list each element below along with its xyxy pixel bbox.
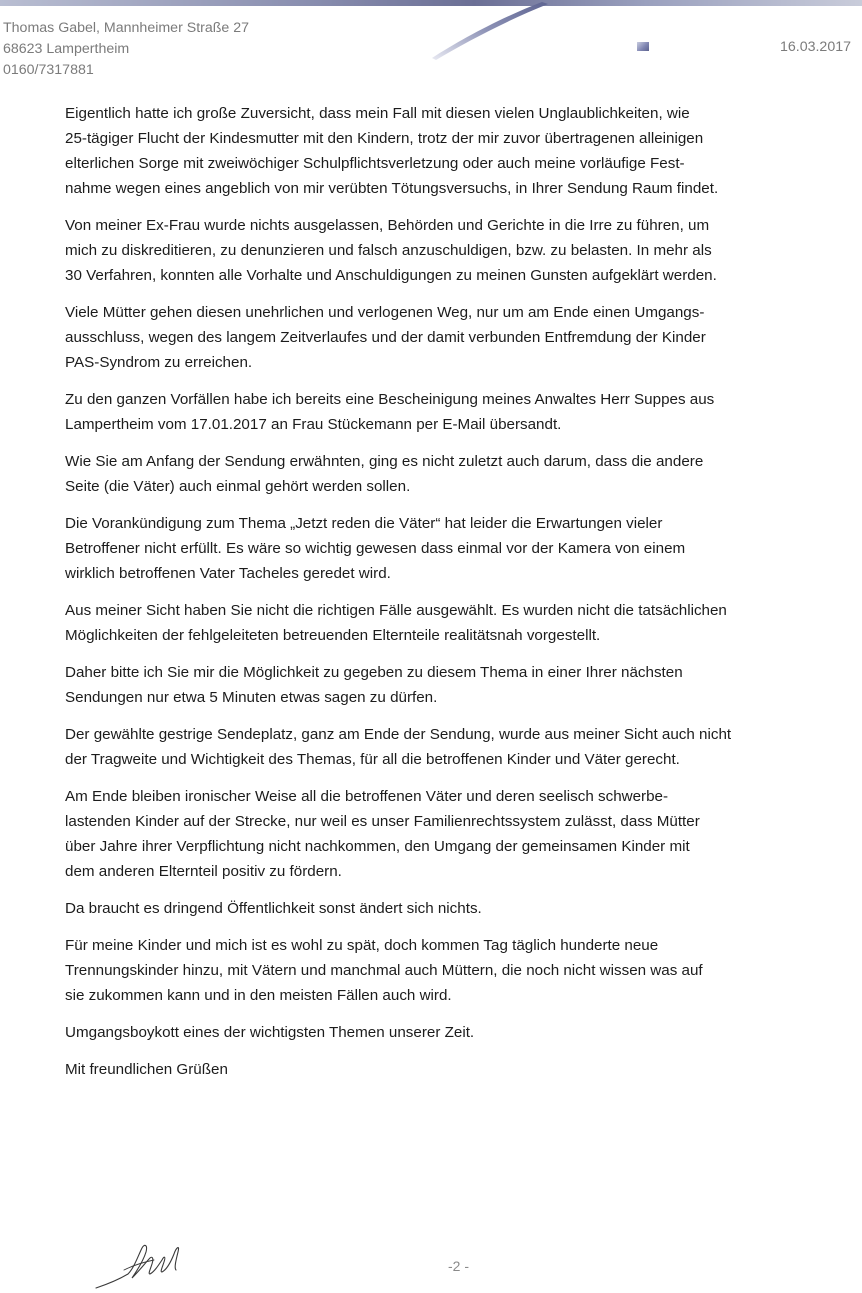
- paragraph-line: Aus meiner Sicht haben Sie nicht die richtigen Fälle ausgewählt. Es wurden nicht die tatsächlichen: [65, 602, 727, 619]
- paragraph-line: Am Ende bleiben ironischer Weise all die betroffenen Väter und deren seelisch schwerbe-: [65, 788, 669, 805]
- paragraph-line: Von meiner Ex-Frau wurde nichts ausgelassen, Behörden und Gerichte in die Irre zu führen, um: [65, 217, 710, 234]
- paragraph-line: lastenden Kinder auf der Strecke, nur weil es unser Familienrechtssystem zulässt, dass Mütter: [65, 813, 700, 830]
- letterhead-logo-mark: [637, 42, 649, 51]
- body-paragraph: [65, 1020, 855, 1045]
- paragraph-line: Trennungskinder hinzu, mit Vätern und manchmal auch Müttern, die noch nicht wissen was auf: [65, 962, 703, 979]
- body-paragraph: [65, 784, 855, 884]
- paragraph-line: elterlichen Sorge mit zweiwöchiger Schulpflichtsverletzung oder auch meine vorläufige Fest-: [65, 155, 685, 172]
- paragraph-line: Sendungen nur etwa 5 Minuten etwas sagen zu dürfen.: [65, 689, 438, 706]
- body-paragraph: [65, 660, 855, 710]
- paragraph-line: Zu den ganzen Vorfällen habe ich bereits eine Bescheinigung meines Anwaltes Herr Suppes aus: [65, 391, 715, 408]
- body-paragraph: [65, 896, 855, 921]
- paragraph-line: PAS-Syndrom zu erreichen.: [65, 354, 253, 371]
- body-paragraph: [65, 598, 855, 648]
- handwritten-signature: [88, 1240, 198, 1292]
- sender-name-address: Thomas Gabel, Mannheimer Straße 27: [3, 20, 250, 36]
- paragraph-line: Der gewählte gestrige Sendeplatz, ganz am Ende der Sendung, wurde aus meiner Sicht auch nicht: [65, 726, 732, 743]
- paragraph-line: Die Vorankündigung zum Thema „Jetzt reden die Väter“ hat leider die Erwartungen vieler: [65, 515, 663, 532]
- paragraph-line: Da braucht es dringend Öffentlichkeit sonst ändert sich nichts.: [65, 900, 482, 917]
- paragraph-line: Für meine Kinder und mich ist es wohl zu spät, doch kommen Tag täglich hunderte neue: [65, 937, 659, 954]
- letter-body: [65, 101, 855, 1094]
- paragraph-line: Wie Sie am Anfang der Sendung erwähnten, ging es nicht zuletzt auch darum, dass die andere: [65, 453, 704, 470]
- body-paragraph: [65, 213, 855, 288]
- paragraph-line: Betroffener nicht erfüllt. Es wäre so wichtig gewesen dass einmal vor der Kamera von einem: [65, 540, 686, 557]
- sender-block: [3, 18, 249, 81]
- paragraph-line: über Jahre ihrer Verpflichtung nicht nachkommen, den Umgang der gemeinsamen Kinder mit: [65, 838, 690, 855]
- body-paragraph: [65, 449, 855, 499]
- paragraph-line: Umgangsboykott eines der wichtigsten Themen unserer Zeit.: [65, 1024, 475, 1041]
- letter-paragraphs: [65, 101, 855, 1045]
- paragraph-line: Lampertheim vom 17.01.2017 an Frau Stückemann per E-Mail übersandt.: [65, 416, 562, 433]
- paragraph-line: Daher bitte ich Sie mir die Möglichkeit zu gegeben zu diesem Thema in einer Ihrer nächsten: [65, 664, 683, 681]
- paragraph-line: Seite (die Väter) auch einmal gehört werden sollen.: [65, 478, 411, 495]
- paragraph-line: der Tragweite und Wichtigkeit des Themas, für all die betroffenen Kinder und Väter gerecht.: [65, 751, 680, 768]
- paragraph-line: Eigentlich hatte ich große Zuversicht, dass mein Fall mit diesen vielen Unglaublichkeiten, wie: [65, 105, 690, 122]
- paragraph-line: ausschluss, wegen des langem Zeitverlaufes und der damit verbunden Entfremdung der Kinder: [65, 329, 706, 346]
- paragraph-line: mich zu diskreditieren, zu denunzieren und falsch anzuschuldigen, bzw. zu belasten. In mehr als: [65, 242, 712, 259]
- letter-date: 16.03.2017: [779, 39, 851, 55]
- paragraph-line: 30 Verfahren, konnten alle Vorhalte und Anschuldigungen zu meinen Gunsten aufgeklärt werden.: [65, 267, 717, 284]
- sender-city: 68623 Lampertheim: [3, 41, 130, 57]
- page-number: -2 -: [448, 1258, 469, 1274]
- body-paragraph: [65, 511, 855, 586]
- body-paragraph: [65, 101, 855, 201]
- body-paragraph: [65, 300, 855, 375]
- paragraph-line: Möglichkeiten der fehlgeleiteten betreuenden Elternteile realitätsnah vorgestellt.: [65, 627, 601, 644]
- paragraph-line: dem anderen Elternteil positiv zu fördern.: [65, 863, 342, 880]
- closing-salutation: Mit freundlichen Grüßen: [65, 1061, 228, 1078]
- paragraph-line: 25-tägiger Flucht der Kindesmutter mit den Kindern, trotz der mir zuvor übertragenen alleinigen: [65, 130, 704, 147]
- body-paragraph: [65, 933, 855, 1008]
- paragraph-line: nahme wegen eines angeblich von mir verübten Tötungsversuchs, in Ihrer Sendung Raum findet.: [65, 180, 719, 197]
- letterhead-swoosh-graphic: [430, 0, 550, 60]
- body-paragraph: [65, 387, 855, 437]
- sender-phone: 0160/7317881: [3, 62, 94, 78]
- paragraph-line: wirklich betroffenen Vater Tacheles geredet wird.: [65, 565, 391, 582]
- paragraph-line: sie zukommen kann und in den meisten Fällen auch wird.: [65, 987, 452, 1004]
- paragraph-line: Viele Mütter gehen diesen unehrlichen und verlogenen Weg, nur um am Ende einen Umgangs-: [65, 304, 705, 321]
- body-paragraph: [65, 722, 855, 772]
